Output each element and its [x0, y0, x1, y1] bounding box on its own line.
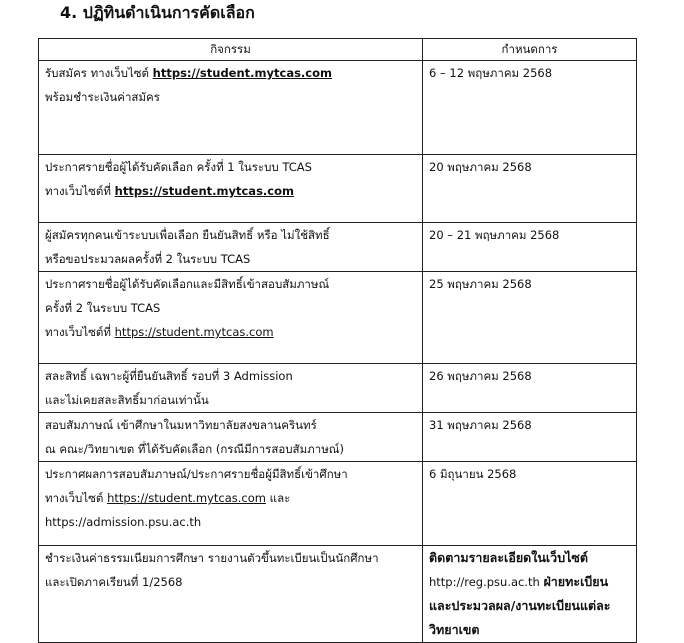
activity-text: ประกาศผลการสอบสัมภาษณ์/ประกาศรายชื่อผู้มีสิทธิ์เข้าศึกษา [45, 467, 348, 481]
date-cell: 6 – 12 พฤษภาคม 2568 [423, 61, 637, 155]
activity-cell [39, 223, 423, 272]
activity-cell [39, 272, 423, 364]
activity-text: และเปิดภาคเรียนที่ 1/2568 [45, 575, 183, 589]
col-header-activity: กิจกรรม [39, 39, 423, 61]
date-note: วิทยาเขต [429, 622, 480, 637]
activity-text: ประกาศรายชื่อผู้ได้รับคัดเลือก ครั้งที่ 1 ในระบบ TCAS [45, 160, 312, 174]
date-cell: 25 พฤษภาคม 2568 [423, 272, 637, 364]
activity-text: หรือขอประมวลผลครั้งที่ 2 ในระบบ TCAS [45, 252, 251, 266]
date-cell: 26 พฤษภาคม 2568 [423, 364, 637, 413]
table-row [39, 61, 637, 155]
activity-text: ทางเว็บไซต์ที่ [45, 325, 115, 339]
activity-cell [39, 364, 423, 413]
activity-text: และ [266, 491, 291, 505]
activity-text: ทางเว็บไซต์ [45, 491, 108, 505]
reg-link[interactable]: http://reg.psu.ac.th [429, 575, 544, 589]
date-cell: 20 – 21 พฤษภาคม 2568 [423, 223, 637, 272]
mytcas-link[interactable]: https://student.mytcas.com [114, 325, 274, 339]
activity-cell [39, 155, 423, 223]
table-header-row [39, 39, 637, 61]
activity-text: ทางเว็บไซต์ที่ [45, 184, 115, 198]
activity-cell [39, 546, 423, 643]
date-note: ติดตามรายละเอียดในเว็บไซต์ [429, 550, 589, 565]
date-cell [423, 546, 637, 643]
activity-text: สอบสัมภาษณ์ เข้าศึกษาในมหาวิทยาลัยสงขลานครินทร์ [45, 418, 317, 432]
date-cell: 20 พฤษภาคม 2568 [423, 155, 637, 223]
date-cell: 6 มิถุนายน 2568 [423, 462, 637, 546]
activity-cell [39, 61, 423, 155]
date-note: ฝ่ายทะเบียน [543, 574, 609, 589]
table-row [39, 223, 637, 272]
activity-cell [39, 462, 423, 546]
table-row [39, 272, 637, 364]
activity-text: ครั้งที่ 2 ในระบบ TCAS [45, 301, 161, 315]
table-row [39, 546, 637, 643]
mytcas-link[interactable]: https://student.mytcas.com [107, 491, 266, 505]
date-note: และประมวลผล/งานทะเบียนแต่ละ [429, 598, 611, 613]
table-row [39, 413, 637, 462]
activity-text: ผู้สมัครทุกคนเข้าระบบเพื่อเลือก ยืนยันสิทธิ์ หรือ ไม่ใช้สิทธิ์ [45, 228, 330, 242]
activity-cell [39, 413, 423, 462]
activity-text: สละสิทธิ์ เฉพาะผู้ที่ยืนยันสิทธิ์ รอบที่ 3 Admission [45, 369, 293, 383]
mytcas-link[interactable]: https://student.mytcas.com [114, 184, 294, 198]
col-header-schedule: กำหนดการ [423, 39, 637, 61]
table-row [39, 155, 637, 223]
activity-text: และไม่เคยสละสิทธิ์มาก่อนเท่านั้น [45, 393, 209, 407]
date-cell: 31 พฤษภาคม 2568 [423, 413, 637, 462]
mytcas-link[interactable]: https://student.mytcas.com [152, 66, 332, 80]
section-heading: 4. ปฏิทินดำเนินการคัดเลือก [60, 3, 255, 22]
table-row [39, 462, 637, 546]
activity-text: ณ คณะ/วิทยาเขต ที่ได้รับคัดเลือก (กรณีมีการสอบสัมภาษณ์) [45, 442, 344, 456]
activity-text: พร้อมชำระเงินค่าสมัคร [45, 90, 160, 104]
admission-link[interactable]: https://admission.psu.ac.th [45, 515, 202, 529]
schedule-table [38, 38, 637, 643]
activity-text: รับสมัคร ทางเว็บไซต์ [45, 66, 153, 80]
activity-text: ประกาศรายชื่อผู้ได้รับคัดเลือกและมีสิทธิ์เข้าสอบสัมภาษณ์ [45, 277, 330, 291]
activity-text: ชำระเงินค่าธรรมเนียมการศึกษา รายงานตัวขึ้นทะเบียนเป็นนักศึกษา [45, 551, 379, 565]
table-row [39, 364, 637, 413]
